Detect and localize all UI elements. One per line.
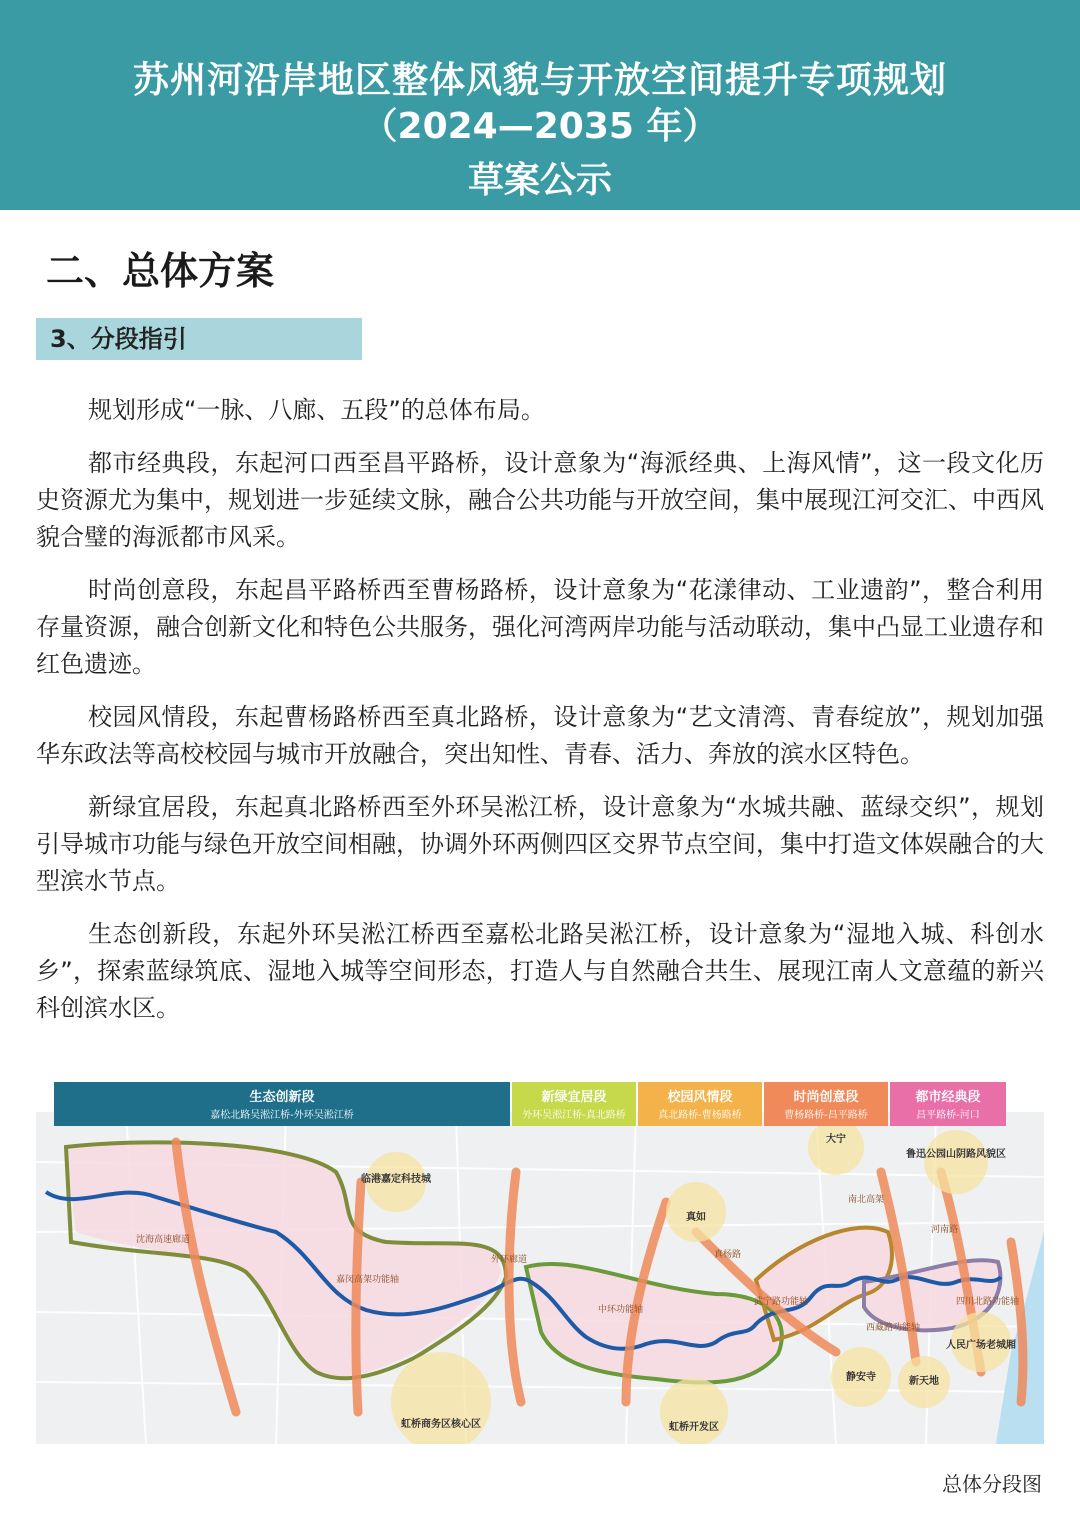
segment-name: 校园风情段 — [667, 1090, 733, 1105]
segment-range: 外环吴淞江桥-真北路桥 — [522, 1110, 626, 1121]
corridor-label: 南北高架 — [848, 1195, 885, 1205]
corridor-label: 四川北路功能轴 — [956, 1297, 1020, 1307]
place-label: 新天地 — [909, 1376, 939, 1387]
place-glow — [660, 1378, 728, 1444]
place-label: 静安寺 — [846, 1372, 876, 1383]
body-text — [36, 392, 1044, 1043]
place-glow — [808, 1119, 864, 1175]
corridor-band — [356, 1182, 361, 1412]
corridor-label: 真杨路 — [714, 1250, 742, 1260]
paragraph: 新绿宜居段，东起真北路桥西至外环吴淞江桥，设计意象为“水城共融、蓝绿交织”，规划引导城市功能与绿色开放空间相融，协调外环两侧四区交界节点空间，集中打造文体娱融合的大型滨水节点。 — [36, 793, 1044, 895]
doc-title: 苏州河沿岸地区整体风貌与开放空间提升专项规划 — [132, 60, 947, 101]
paragraph: 规划形成“一脉、八廊、五段”的总体布局。 — [88, 396, 545, 424]
place-label: 真如 — [686, 1212, 706, 1223]
segment-range: 曹杨路桥-昌平路桥 — [784, 1110, 868, 1121]
section-title: 二、总体方案 — [46, 249, 275, 293]
corridor-label: 沈海高速廊道 — [136, 1235, 191, 1245]
place-label: 人民广场老城厢 — [946, 1340, 1016, 1351]
paragraph: 都市经典段，东起河口西至昌平路桥，设计意象为“海派经典、上海风情”，这一段文化历史资源尤为集中，规划进一步延续文脉，融合公共功能与开放空间，集中展现江河交汇、中西风貌合璧的海派都市风采。 — [36, 449, 1044, 551]
corridor-label: 西藏路功能轴 — [866, 1323, 921, 1333]
paragraph: 时尚创意段，东起昌平路桥西至曹杨路桥，设计意象为“花漾律动、工业遗韵”，整合利用存量资源，融合创新文化和特色公共服务，强化河湾两岸功能与活动联动，集中凸显工业遗存和红色遗迹。 — [36, 576, 1044, 678]
place-label: 虹桥开发区 — [669, 1422, 719, 1433]
place-label: 虹桥商务区核心区 — [401, 1419, 481, 1430]
paragraph: 校园风情段，东起曹杨路桥西至真北路桥，设计意象为“艺文清湾、青春绽放”，规划加强华东政法等高校校园与城市开放融合，突出知性、青春、活力、奔放的滨水区特色。 — [36, 703, 1044, 768]
header-banner — [0, 0, 1080, 210]
segment-map — [36, 1082, 1044, 1444]
segment-range: 真北路桥-曹杨路桥 — [658, 1110, 742, 1121]
segment-map-svg — [36, 1082, 1044, 1444]
segment-name: 都市经典段 — [915, 1090, 981, 1105]
segment-name: 时尚创意段 — [793, 1090, 859, 1105]
place-label: 大宁 — [826, 1134, 846, 1145]
segment-headers — [54, 1082, 1006, 1126]
place-label: 临港嘉定科技城 — [361, 1174, 431, 1185]
place-glow — [924, 1130, 988, 1194]
doc-period: （2024—2035 年） — [361, 106, 719, 147]
corridor-label: 外环廊道 — [491, 1255, 528, 1265]
corridor-label: 武宁路功能轴 — [754, 1297, 809, 1307]
segment-name: 生态创新段 — [249, 1090, 315, 1105]
corridor-label: 嘉闵高架功能轴 — [336, 1275, 400, 1285]
segment-name: 新绿宜居段 — [541, 1090, 607, 1105]
corridor-label: 中环功能轴 — [598, 1305, 644, 1315]
segment-range: 嘉松北路吴淞江桥-外环吴淞江桥 — [210, 1110, 354, 1121]
corridor-label: 河南路 — [931, 1225, 959, 1235]
figure-caption: 总体分段图 — [942, 1472, 1042, 1496]
segment-range: 昌平路桥-河口 — [916, 1110, 980, 1121]
place-label: 鲁迅公园山阴路风貌区 — [906, 1149, 1006, 1160]
doc-status: 草案公示 — [467, 160, 612, 201]
subsection-title: 3、分段指引 — [36, 318, 362, 360]
paragraph: 生态创新段，东起外环吴淞江桥西至嘉松北路吴淞江桥，设计意象为“湿地入城、科创水乡”，探索蓝绿筑底、湿地入城等空间形态，打造人与自然融合共生、展现江南人文意蕴的新兴科创滨水区。 — [36, 920, 1044, 1022]
